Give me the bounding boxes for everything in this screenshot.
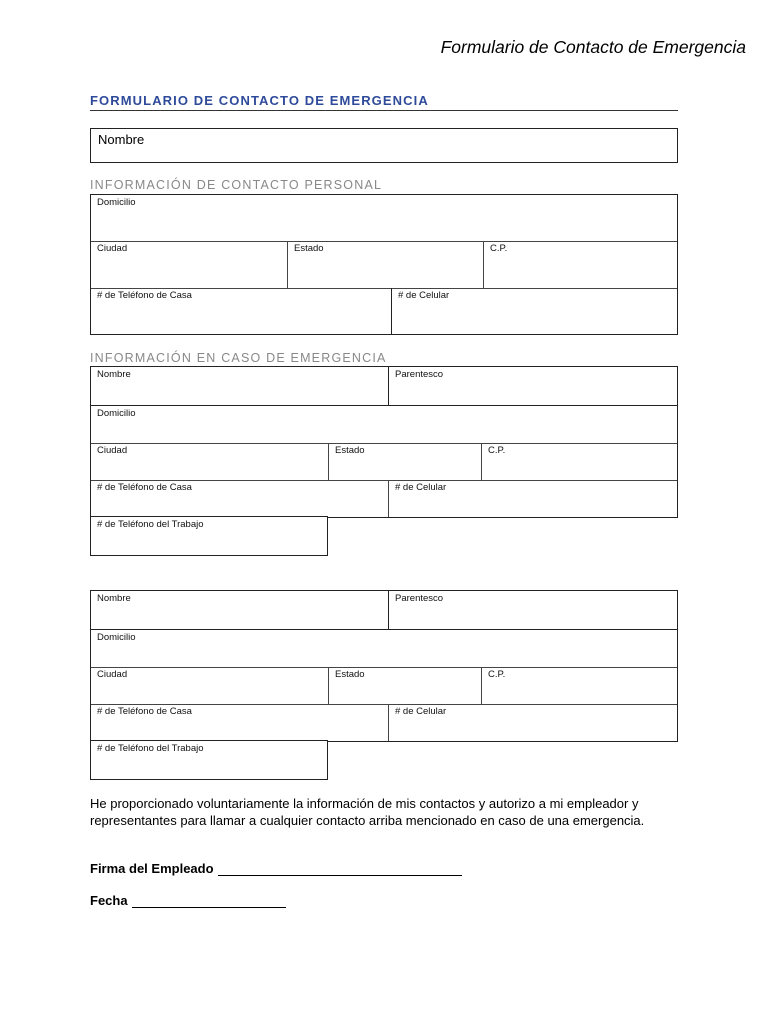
- emergency-2-city-field[interactable]: [91, 667, 328, 704]
- personal-section-title: INFORMACIÓN DE CONTACTO PERSONAL: [90, 178, 383, 192]
- emergency-2-work-phone-field[interactable]: [90, 740, 328, 780]
- date-field[interactable]: [132, 893, 286, 908]
- emergency-2-name-label: Nombre: [97, 593, 131, 604]
- emergency-2-relationship-field[interactable]: [388, 591, 677, 629]
- emergency-2-state-field[interactable]: [328, 667, 481, 704]
- emergency-2-cell-phone-field[interactable]: [388, 704, 677, 741]
- emergency-1-city-field[interactable]: [91, 443, 328, 480]
- form-title: FORMULARIO DE CONTACTO DE EMERGENCIA: [90, 93, 678, 111]
- personal-address-field[interactable]: [91, 195, 677, 241]
- emergency-2-home-phone-field[interactable]: [91, 704, 388, 741]
- emergency-2-address-field[interactable]: [91, 630, 677, 667]
- emergency-contact-2-table: [90, 590, 678, 742]
- emergency-2-name-field[interactable]: [91, 591, 388, 629]
- emergency-1-address-label: Domicilio: [97, 408, 136, 419]
- emergency-2-home-phone-label: # de Teléfono de Casa: [97, 706, 192, 717]
- emergency-1-cell-phone-field[interactable]: [388, 480, 677, 517]
- emergency-section-title: INFORMACIÓN EN CASO DE EMERGENCIA: [90, 351, 387, 365]
- personal-city-label: Ciudad: [97, 243, 128, 254]
- emergency-2-zip-field[interactable]: [481, 667, 677, 704]
- date-label: Fecha: [90, 893, 128, 908]
- date-line: [90, 893, 286, 908]
- emergency-1-zip-label: C.P.: [488, 445, 506, 456]
- emergency-2-zip-label: C.P.: [488, 669, 506, 680]
- personal-zip-label: C.P.: [490, 243, 508, 254]
- employee-name-field[interactable]: [90, 128, 678, 163]
- emergency-1-state-label: Estado: [335, 445, 365, 456]
- emergency-2-state-label: Estado: [335, 669, 365, 680]
- emergency-1-home-phone-label: # de Teléfono de Casa: [97, 482, 192, 493]
- emergency-2-work-phone-label: # de Teléfono del Trabajo: [97, 743, 204, 754]
- personal-cell-phone-label: # de Celular: [398, 290, 450, 301]
- emergency-2-cell-phone-label: # de Celular: [395, 706, 447, 717]
- emergency-2-address-label: Domicilio: [97, 632, 136, 643]
- emergency-1-zip-field[interactable]: [481, 443, 677, 480]
- personal-state-field[interactable]: [287, 241, 483, 288]
- emergency-1-relationship-field[interactable]: [388, 367, 677, 405]
- emergency-1-relationship-label: Parentesco: [395, 369, 444, 380]
- authorization-statement: He proporcionado voluntariamente la información de mis contactos y autorizo a mi empleador y representantes para llamar a cualquier contacto arriba mencionado en caso de una emergencia.: [90, 796, 645, 828]
- personal-zip-field[interactable]: [483, 241, 677, 288]
- personal-city-field[interactable]: [91, 241, 287, 288]
- emergency-1-address-field[interactable]: [91, 406, 677, 443]
- emergency-2-relationship-label: Parentesco: [395, 593, 444, 604]
- emergency-contact-1-table: [90, 366, 678, 518]
- emergency-2-city-label: Ciudad: [97, 669, 128, 680]
- personal-state-label: Estado: [294, 243, 324, 254]
- personal-home-phone-field[interactable]: [91, 288, 391, 334]
- document-header-title: Formulario de Contacto de Emergencia: [440, 37, 746, 57]
- emergency-1-name-label: Nombre: [97, 369, 131, 380]
- emergency-1-work-phone-field[interactable]: [90, 516, 328, 556]
- signature-field[interactable]: [218, 861, 462, 876]
- emergency-1-cell-phone-label: # de Celular: [395, 482, 447, 493]
- personal-cell-phone-field[interactable]: [391, 288, 677, 334]
- signature-line: [90, 861, 462, 876]
- emergency-1-work-phone-label: # de Teléfono del Trabajo: [97, 519, 204, 530]
- signature-label: Firma del Empleado: [90, 861, 214, 876]
- emergency-1-home-phone-field[interactable]: [91, 480, 388, 517]
- personal-address-label: Domicilio: [97, 197, 136, 208]
- emergency-1-city-label: Ciudad: [97, 445, 128, 456]
- emergency-1-state-field[interactable]: [328, 443, 481, 480]
- personal-home-phone-label: # de Teléfono de Casa: [97, 290, 192, 301]
- personal-info-table: [90, 194, 678, 335]
- emergency-1-name-field[interactable]: [91, 367, 388, 405]
- employee-name-label: Nombre: [98, 132, 145, 147]
